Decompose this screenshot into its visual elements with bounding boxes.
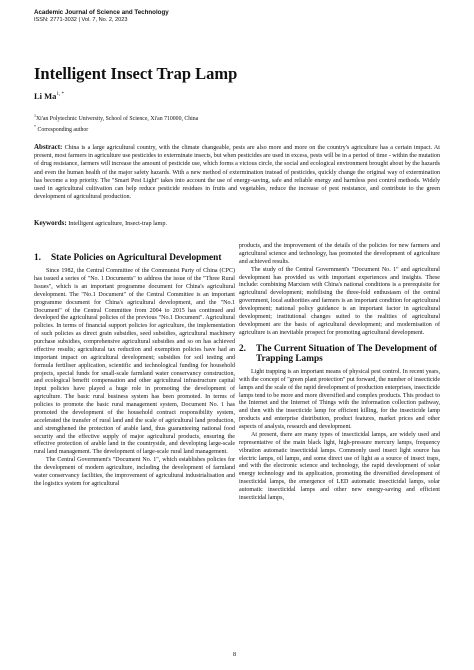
right-column: [239, 243, 440, 503]
author-marks: 1, *: [56, 92, 64, 98]
section-1-paragraph-1: Since 1982, the Central Committee of the Communist Party of China (CPC) has issued a series of "No. 1 Documents" to address the issue of the "Three Rural Issues", which is an important programme document for China's agricultural development. The "No.1 Document" of the Central Committee is an important programme document for China's agricultural development, and the "No.1 Document" of the Central Committee from 2004 to 2015 has continued and developed the agricultural policies of the previous "No.1 Document". Agricultural policies. In terms of financial support policies for agriculture, the implementation of such policies as direct grain subsidies, seed subsidies, agricultural machinery purchase subsidies, comprehensive agricultural subsidies and so on has achieved effective results; agricultural tax reduction and exemption policies have had an important impact on agricultural development; subsidies for soil testing and formula fertiliser application, scientific and technological funding for household projects, special funds for small-scale farmland water conservancy construction, and ecological benefit compensation and other agricultural infrastructure capital input policies have played a huge role in promoting the development of agriculture. The basic rural business system has been promoted. In terms of policies to promote the basic rural management system, Document No. 1 has promoted the development of the household contract responsibility system, accelerated the transfer of rural land and the scale of agricultural land production, and strengthened the protection of arable land, thus guaranteeing national food security and the effective supply of major agricultural products, ensuring the effective protection of arable land in the countryside, and developing large-scale rural land management. The development of large-scale rural land management.: [34, 268, 235, 456]
page-number: 8: [233, 651, 237, 658]
affiliation-mark: 1: [34, 113, 36, 118]
section-2-heading: [239, 344, 440, 364]
affiliation-line: [34, 112, 198, 123]
section-1-paragraph-3: The study of the Central Government's "Document No. 1" and agricultural development has provided us with important experiences and insights. These include: combining Marxism with China's national conditions is a prerequisite for agricultural development; mobilising the three-fold enthusiasm of the central government, local authorities and farmers is an important condition for agricultural development; national policy guidance is an important factor in agricultural development; institutional changes suited to the realities of agricultural development are the basis of agricultural development; and modernisation of agriculture is an inevitable prospect for promoting agricultural development.: [239, 266, 440, 336]
keywords-label: Keywords:: [34, 219, 67, 227]
section-1-heading: [34, 253, 235, 263]
section-2-number: 2.: [239, 343, 246, 354]
corresponding-text: Corresponding author: [37, 127, 89, 134]
affiliations: [34, 112, 198, 134]
author-name: Li Ma: [34, 91, 57, 101]
corresponding-mark: *: [34, 124, 36, 130]
abstract-label: Abstract:: [34, 143, 63, 151]
journal-name: Academic Journal of Science and Technology: [34, 9, 169, 16]
section-1-paragraph-2: The Central Government's "Document No. 1", which establishes policies for the development of modern agriculture, including the development of farmland water conservancy facilities, the improvement of agricultural industrialisation and the logistics system for agricultural: [34, 457, 235, 487]
author-line: [34, 91, 64, 101]
section-2-paragraph-1: Light trapping is an important means of physical pest control. In recent years, with the concept of "green plant protection" put forward, the number of insecticide lamps and the scale of the rapid development of production enterprises, insecticide lamps tend to be more and more diversified and complex products. This product to the Internet and the Internet of Things with the information collection pathway, and then with the insecticide lamp for efficient killing, for the insecticide lamp products and enterprise distribution, product features, market prices and other aspects of analysis, research and development.: [239, 368, 440, 431]
journal-issn: ISSN: 2771-3032 | Vol. 7, No. 2, 2023: [34, 16, 128, 23]
section-2-title: The Current Situation of The Development of Trapping Lamps: [256, 343, 437, 364]
section-1-number: 1.: [34, 253, 41, 263]
keywords: [34, 219, 440, 227]
abstract-text: China is a large agricultural country, with the climate changeable, pests are also more and more on the country's agriculture has a certain impact. At present, most farmers in agriculture use pesticides to exterminate insects, but when pesticides are used in excess, pests will be in a period of time - within the mutation of drug resistance, farmers will increase the amount of pesticide use, which forms a vicious circle, the social and ecological environment brought about by the hazards and even the human health of the major safety hazards. With a new method of extermination instead of pesticides, quickly change the original way of extermination has become a top priority. The "Smart Pest Light" takes into account the use of energy-saving, safe and reliable energy and harmless pest control methods. Widely used in agricultural cultivation can help reduce pesticide residues in fruits and vegetables, reduce the increase of pest resistance, and contribute to the green development of agricultural production.: [34, 145, 440, 201]
section-1-title: State Policies on Agricultural Development: [51, 253, 222, 263]
affiliation-text: Xi'an Polytechnic University, School of Science, Xi'an 710000, China: [36, 115, 199, 122]
corresponding-line: [34, 123, 198, 134]
journal-header: [34, 9, 169, 24]
section-1-paragraph-2-continued: products, and the improvement of the details of the policies for new farmers and agricultural science and technology, has promoted the development of agriculture and achieved results.: [239, 243, 440, 265]
section-2-paragraph-2: At present, there are many types of insecticidal lamps, are widely used and representative of the main black light, high-pressure mercury lamps, frequency vibration automatic insecticidal lamps. Commonly used insect light source has electric lamps, oil lamps, and some direct use of light as a source of insect traps, and with the electronic science and technology, the rapid development of solar energy technology and its application, promoting the diversified development of insecticidal lamps, the emergence of LED automatic insecticidal lamps, solar automatic insecticidal lamps and other new energy-saving and efficient insecticidal lamps,: [239, 431, 440, 501]
keywords-text: Intelligent agriculture, Insect-trap lamp.: [68, 220, 168, 227]
abstract: [34, 143, 440, 201]
paper-title: Intelligent Insect Trap Lamp: [34, 64, 238, 83]
left-column: [34, 253, 235, 489]
